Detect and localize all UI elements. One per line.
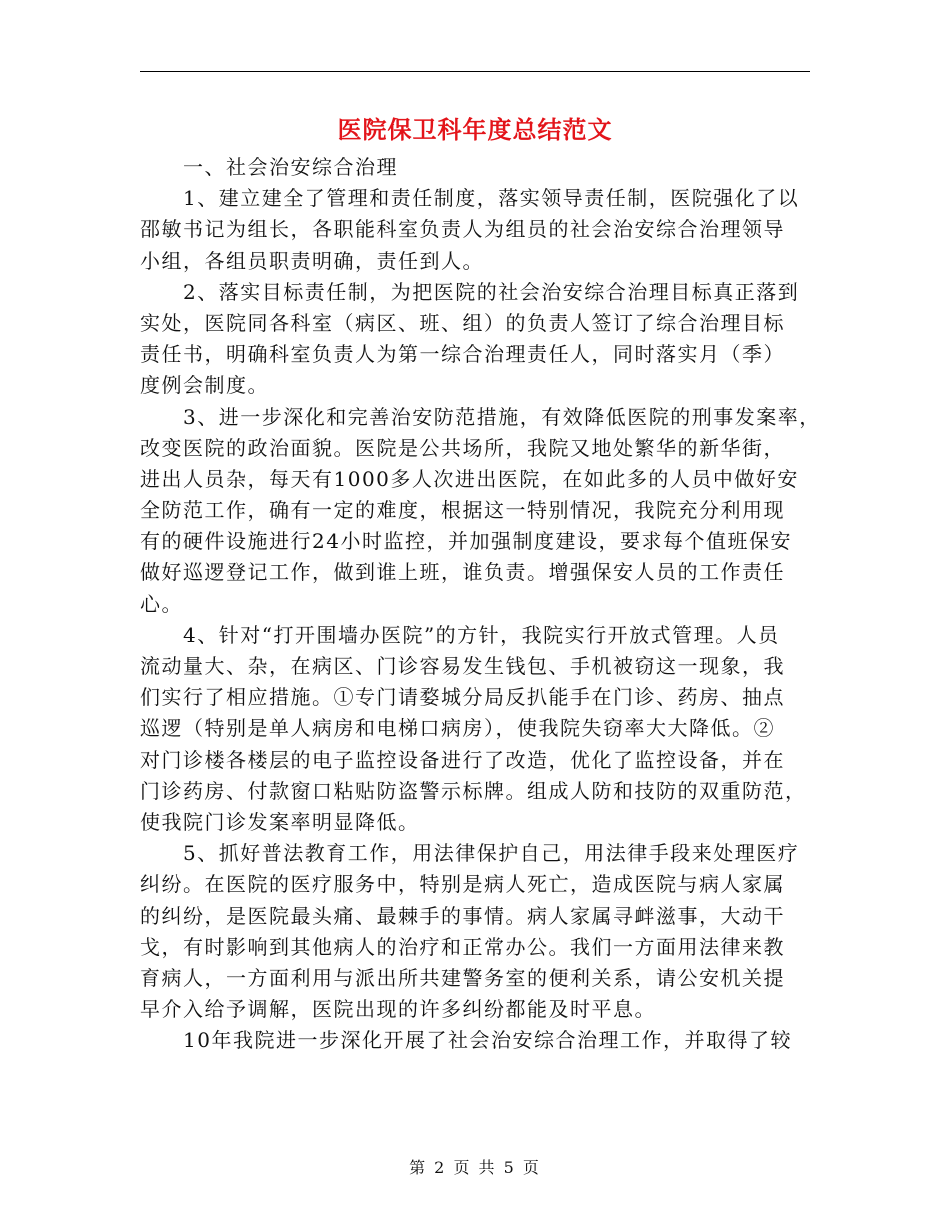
text-line: 小组，各组员职责明确，责任到人。	[140, 248, 484, 273]
text-line: 纠纷。在医院的医疗服务中，特别是病人死亡，造成医院与病人家属	[140, 872, 785, 897]
text-line: 对门诊楼各楼层的电子监控设备进行了改造，优化了监控设备，并在	[140, 747, 785, 772]
text-line: 实处，医院同各科室（病区、班、组）的负责人签订了综合治理目标	[140, 310, 785, 335]
text-line: 使我院门诊发案率明显降低。	[140, 809, 420, 834]
text-line: 10年我院进一步深化开展了社会治安综合治理工作，并取得了较	[140, 1028, 792, 1053]
text-line: 进出人员杂，每天有1000多人次进出医院，在如此多的人员中做好安	[140, 466, 799, 491]
page-footer: 第 2 页 共 5 页	[409, 1158, 541, 1177]
text-line: 做好巡逻登记工作，做到谁上班，谁负责。增强保安人员的工作责任	[140, 560, 785, 585]
text-line: 3、进一步深化和完善治安防范措施，有效降低医院的刑事发案率，	[140, 404, 821, 429]
text-line: 心。	[140, 591, 183, 616]
text-line: 度例会制度。	[140, 373, 269, 398]
text-line: 育病人，一方面利用与派出所共建警务室的便利关系，请公安机关提	[140, 965, 785, 990]
text-line: 邵敏书记为组长，各职能科室负责人为组员的社会治安综合治理领导	[140, 217, 785, 242]
text-line: 门诊药房、付款窗口粘贴防盗警示标牌。组成人防和技防的双重防范，	[140, 778, 807, 803]
text-line: 流动量大、杂，在病区、门诊容易发生钱包、手机被窃这一现象，我	[140, 654, 785, 678]
text-line: 改变医院的政治面貌。医院是公共场所，我院又地处繁华的新华街，	[140, 435, 785, 460]
text-line: 4、针对“打开围墙办医院”的方针，我院实行开放式管理。人员	[140, 622, 780, 647]
text-line: 巡逻（特别是单人病房和电梯口病房），使我院失窃率大大降低。②	[140, 716, 775, 741]
header-rule	[140, 71, 810, 72]
document-body	[140, 152, 821, 1056]
text-line: 2、落实目标责任制，为把医院的社会治安综合治理目标真正落到	[140, 279, 800, 304]
text-line: 1、建立建全了管理和责任制度，落实领导责任制，医院强化了以	[140, 186, 800, 211]
text-line: 戈，有时影响到其他病人的治疗和正常办公。我们一方面用法律来教	[140, 934, 785, 959]
text-line: 有的硬件设施进行24小时监控，并加强制度建设，要求每个值班保安	[140, 529, 792, 554]
text-line: 们实行了相应措施。①专门请婺城分局反扒能手在门诊、药房、抽点	[140, 685, 785, 710]
text-line: 的纠纷，是医院最头痛、最棘手的事情。病人家属寻衅滋事，大动干	[140, 903, 785, 928]
text-line: 早介入给予调解，医院出现的许多纠纷都能及时平息。	[140, 997, 656, 1022]
text-line: 责任书，明确科室负责人为第一综合治理责任人，同时落实月（季）	[140, 342, 785, 367]
document-title: 医院保卫科年度总结范文	[337, 115, 613, 144]
text-line: 一、社会治安综合治理	[140, 155, 398, 179]
text-line: 全防范工作，确有一定的难度，根据这一特别情况，我院充分利用现	[140, 498, 785, 523]
text-line: 5、抓好普法教育工作，用法律保护自己，用法律手段来处理医疗	[140, 841, 800, 866]
